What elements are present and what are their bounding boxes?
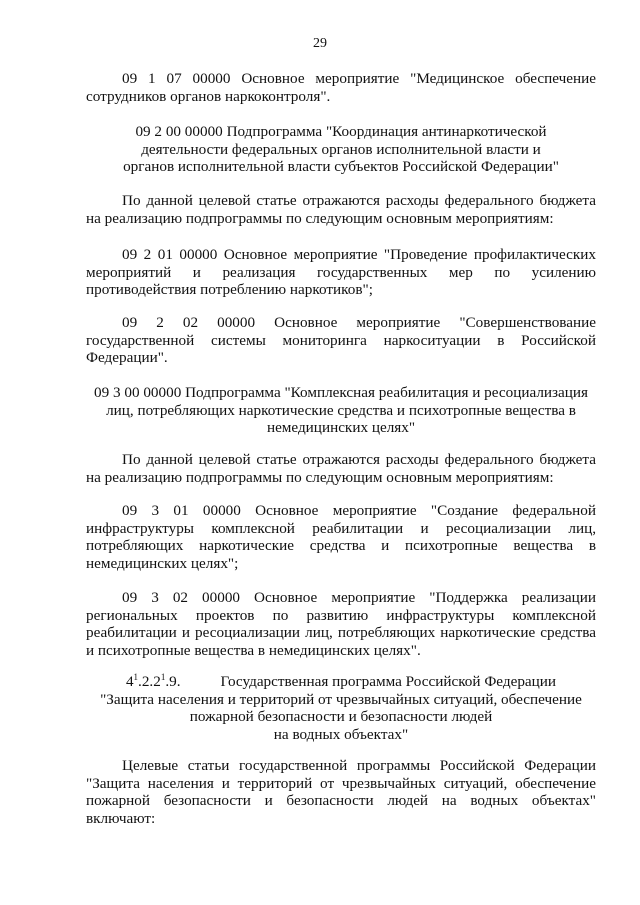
paragraph-program-articles: Целевые статьи государственной программы Российской Федерации "Защита населения и территорий от чрезвычайных ситуаций, обеспечение пожарной безопасности и безопасности людей на водных объектах" включают: <box>86 757 596 827</box>
paragraph-09-2-02: 09 2 02 00000 Основное мероприятие "Совершенствование государственной системы мониторинга наркоситуации в Российской Федерации". <box>86 314 596 367</box>
section-heading-first-line <box>86 673 596 691</box>
paragraph-intro-09-2: По данной целевой статье отражаются расходы федерального бюджета на реализацию подпрограммы по следующим основным мероприятиям: <box>86 192 596 227</box>
heading-line: лиц, потребляющих наркотические средства и психотропные вещества в <box>106 401 576 419</box>
page-number: 29 <box>313 36 327 51</box>
section-title-line: Государственная программа Российской Федерации <box>220 673 557 690</box>
section-title-line: пожарной безопасности и безопасности людей <box>189 708 493 726</box>
paragraph-09-3-01: 09 3 01 00000 Основное мероприятие "Создание федеральной инфраструктуры комплексной реабилитации и ресоциализации лиц, потребляющих наркотические средства и психотропные вещества в немедицинских целях"; <box>86 502 596 572</box>
heading-line: 09 2 00 00000 Подпрограмма "Координация антинаркотической <box>135 123 547 140</box>
heading-subprogram-09-3 <box>86 384 596 437</box>
heading-line: деятельности федеральных органов исполнительной власти и <box>141 140 541 158</box>
heading-line: 09 3 00 00000 Подпрограмма "Комплексная реабилитация и ресоциализация <box>93 384 589 401</box>
heading-subprogram-09-2 <box>86 123 596 176</box>
heading-line: немедицинских целях" <box>266 419 416 437</box>
section-title-line: "Защита населения и территорий от чрезвычайных ситуаций, обеспечение <box>100 690 582 708</box>
paragraph-09-1-07: 09 1 07 00000 Основное мероприятие "Медицинское обеспечение сотрудников органов наркоконтроля". <box>86 70 596 105</box>
section-index: $4^1.2.2^1.9$. <box>125 672 181 690</box>
paragraph-intro-09-3: По данной целевой статье отражаются расходы федерального бюджета на реализацию подпрограммы по следующим основным мероприятиям: <box>86 451 596 486</box>
section-heading-program <box>86 673 596 743</box>
heading-line: органов исполнительной власти субъектов Российской Федерации" <box>123 158 559 176</box>
paragraph-09-2-01: 09 2 01 00000 Основное мероприятие "Проведение профилактических мероприятий и реализация государственных мер по усилению противодействия потреблению наркотиков"; <box>86 246 596 299</box>
section-title-line: на водных объектах" <box>273 725 409 743</box>
paragraph-09-3-02: 09 3 02 00000 Основное мероприятие "Поддержка реализации региональных проектов по развитию инфраструктуры комплексной реабилитации и ресоциализации лиц, потребляющих наркотические средства и психотропные вещества в немедицинских целях". <box>86 589 596 659</box>
